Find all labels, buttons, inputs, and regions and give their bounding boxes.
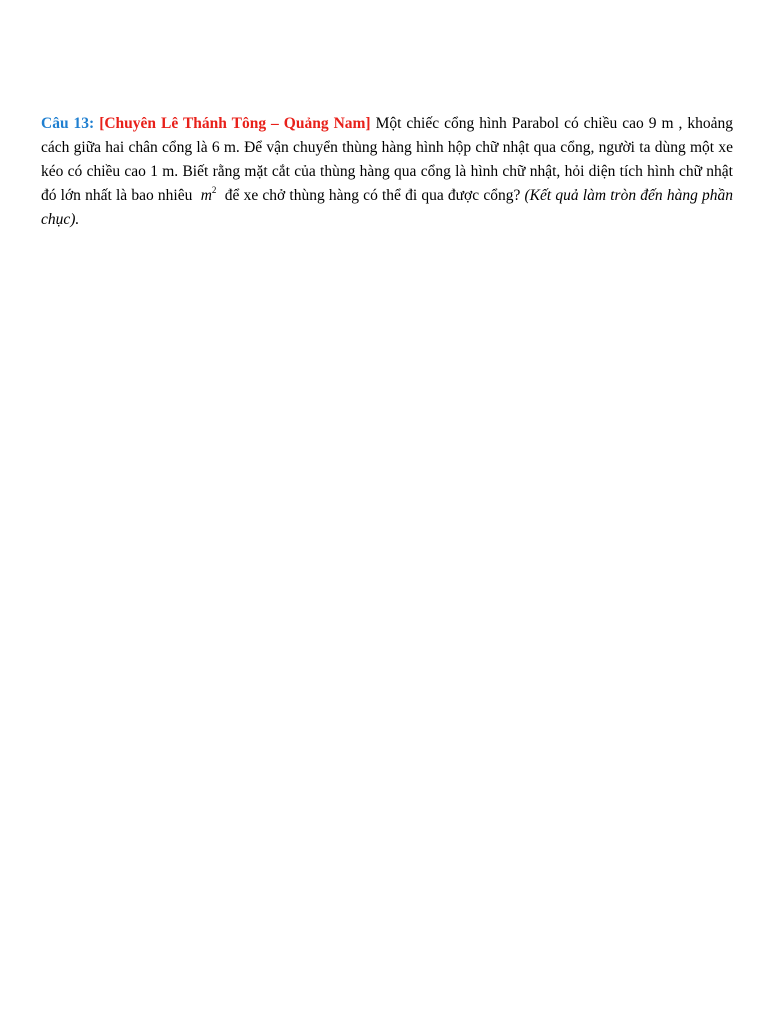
problem-statement	[41, 112, 733, 232]
unit-base: m	[200, 187, 212, 204]
unit-math	[201, 187, 217, 204]
problem-number: Câu 13:	[41, 115, 95, 132]
problem-text-main: Một chiếc cổng hình Parabol có chiều cao 9 m , khoảng cách giữa hai chân cổng là 6 m. Để vận chuyển thùng hàng hình hộp chữ nhật qua cổng, người ta dùng một xe kéo có chiều cao 1 m. Biết rằng mặt cắt của thùng hàng qua cổng là hình chữ nhật, hỏi diện tích hình chữ nhật đó lớn nhất là bao nhiêu	[41, 115, 733, 204]
unit-exponent: 2	[211, 185, 217, 195]
rounding-note: (Kết quả làm tròn đến hàng phần chục).	[41, 187, 733, 228]
problem-text-end: để xe chở thùng hàng có thể đi qua được cổng?	[224, 187, 521, 204]
problem-source: [Chuyên Lê Thánh Tông – Quảng Nam]	[99, 115, 371, 132]
